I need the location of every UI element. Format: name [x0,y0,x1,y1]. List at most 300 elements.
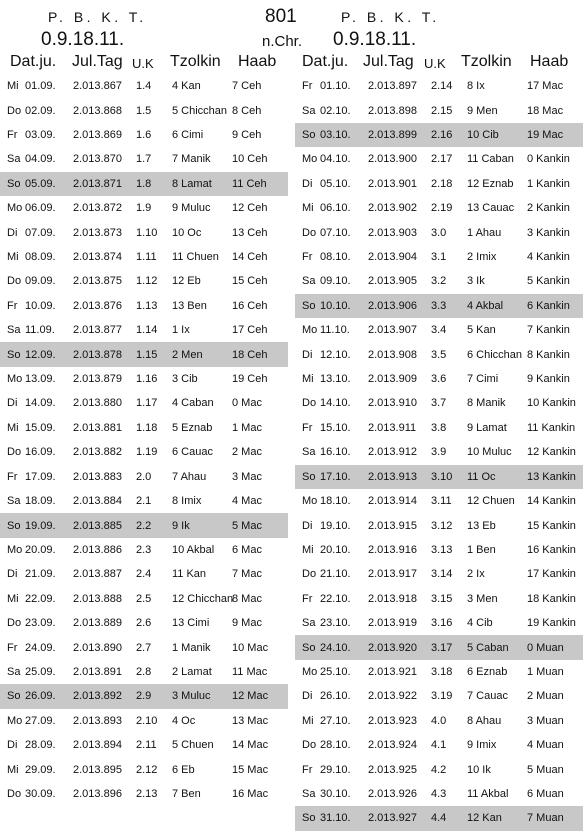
table-row [0,465,288,489]
table-row [295,342,583,366]
weekday-cell: Di [302,690,313,703]
haab-cell: 14 Kankin [527,495,576,508]
tzolkin-cell: 9 Ik [172,519,190,532]
date-cell: 08.10. [320,251,351,264]
table-row [0,147,288,171]
table-row [295,465,583,489]
uk-cell: 3.1 [431,251,447,264]
date-cell: 14.10. [320,397,351,410]
date-cell: 19.10. [320,519,351,532]
julian-day-cell: 2.013.887 [73,568,122,581]
table-row [295,294,583,318]
julian-day-cell: 2.013.898 [368,104,417,117]
weekday-cell: So [7,690,21,703]
tzolkin-cell: 4 Cib [467,617,493,630]
date-cell: 04.10. [320,153,351,166]
uk-cell: 3.8 [431,421,447,434]
tzolkin-cell: 13 Ben [172,299,207,312]
weekday-cell: Sa [302,275,316,288]
tzolkin-cell: 12 Chicchan [172,592,234,605]
haab-cell: 15 Kankin [527,519,576,532]
tzolkin-cell: 10 Cib [467,129,499,142]
uk-cell: 3.18 [431,665,453,678]
date-cell: 29.09. [25,763,56,776]
col-tzolkin-header: Tzolkin [461,53,512,70]
table-row [0,416,288,440]
left-pbkt-label: P. B. K. T. [48,9,147,25]
uk-cell: 1.5 [136,104,152,117]
haab-cell: 18 Mac [527,104,564,117]
uk-cell: 1.12 [136,275,158,288]
uk-cell: 2.11 [136,739,157,752]
weekday-cell: Mi [302,714,314,727]
weekday-cell: So [7,177,21,190]
uk-cell: 3.15 [431,592,453,605]
uk-cell: 1.9 [136,202,152,215]
tzolkin-cell: 9 Imix [467,739,497,752]
tzolkin-cell: 11 Akbal [467,787,509,800]
table-row [0,172,288,196]
date-cell: 09.09. [25,275,56,288]
weekday-cell: Mo [302,324,318,337]
weekday-cell: Fr [7,641,18,654]
date-cell: 17.10. [320,470,351,483]
weekday-cell: Fr [302,763,313,776]
table-row [0,98,288,122]
col-jd-header: Jul.Tag [72,53,123,70]
julian-day-cell: 2.013.920 [368,641,417,654]
table-row [295,172,583,196]
date-cell: 13.09. [25,373,56,386]
haab-cell: 7 Kankin [527,324,570,337]
julian-day-cell: 2.013.874 [73,251,122,264]
table-row [0,220,288,244]
haab-cell: 17 Ceh [232,324,268,337]
uk-cell: 3.17 [431,641,453,654]
uk-cell: 1.6 [136,129,152,142]
tzolkin-cell: 2 Ix [467,568,485,581]
table-row [295,74,583,98]
tzolkin-cell: 9 Men [467,104,498,117]
date-cell: 22.10. [320,592,351,605]
date-cell: 10.09. [25,299,56,312]
haab-cell: 10 Ceh [232,153,268,166]
tzolkin-cell: 11 Chuen [172,251,219,264]
right-pbkt-label: P. B. K. T. [341,9,440,25]
haab-cell: 9 Mac [232,617,262,630]
weekday-cell: Mo [302,153,318,166]
julian-day-cell: 2.013.926 [368,787,417,800]
tzolkin-cell: 7 Manik [172,153,211,166]
tzolkin-cell: 10 Akbal [172,543,215,556]
weekday-cell: Mo [7,202,23,215]
tzolkin-cell: 13 Cimi [172,617,210,630]
weekday-cell: Di [302,348,313,361]
uk-cell: 2.18 [431,177,453,190]
tzolkin-cell: 7 Cimi [467,373,499,386]
date-cell: 12.10. [320,348,351,361]
date-cell: 05.10. [320,177,351,190]
haab-cell: 16 Ceh [232,299,268,312]
uk-cell: 2.6 [136,617,152,630]
date-cell: 02.10. [320,104,351,117]
tzolkin-cell: 7 Cauac [467,690,508,703]
haab-cell: 12 Mac [232,690,269,703]
table-row [295,318,583,342]
haab-cell: 7 Muan [527,812,564,825]
julian-day-cell: 2.013.867 [73,80,122,93]
weekday-cell: Sa [7,665,21,678]
uk-cell: 1.19 [136,446,158,459]
tzolkin-cell: 11 Oc [467,470,496,483]
uk-cell: 1.16 [136,373,158,386]
julian-day-cell: 2.013.921 [368,665,417,678]
table-row [0,367,288,391]
haab-cell: 6 Muan [527,787,564,800]
table-row [295,660,583,684]
table-row [0,123,288,147]
col-date-header: Dat.ju. [302,53,349,70]
julian-day-cell: 2.013.908 [368,348,417,361]
era-label: n.Chr. [262,33,303,50]
table-row [0,269,288,293]
tzolkin-cell: 4 Kan [172,80,201,93]
date-cell: 11.09. [25,324,55,337]
julian-day-cell: 2.013.913 [368,470,417,483]
julian-day-cell: 2.013.876 [73,299,122,312]
haab-cell: 14 Ceh [232,251,268,264]
julian-day-cell: 2.013.895 [73,763,122,776]
tzolkin-cell: 8 Ahau [467,714,502,727]
julian-day-cell: 2.013.881 [73,421,122,434]
weekday-cell: Di [7,397,18,410]
uk-cell: 2.19 [431,202,453,215]
julian-day-cell: 2.013.918 [368,592,417,605]
haab-cell: 16 Mac [232,787,269,800]
haab-cell: 9 Ceh [232,129,262,142]
tzolkin-cell: 3 Men [467,592,498,605]
table-row [295,806,583,830]
date-cell: 24.10. [320,641,351,654]
uk-cell: 1.7 [136,153,152,166]
haab-cell: 3 Kankin [527,226,570,239]
tzolkin-cell: 5 Chicchan [172,104,228,117]
uk-cell: 1.4 [136,80,152,93]
julian-day-cell: 2.013.884 [73,495,122,508]
table-row [0,538,288,562]
date-cell: 27.09. [25,714,56,727]
date-cell: 10.10. [320,299,351,312]
haab-cell: 16 Kankin [527,543,576,556]
weekday-cell: Mo [7,543,23,556]
julian-day-cell: 2.013.924 [368,739,417,752]
haab-cell: 11 Kankin [527,421,576,434]
table-row [0,245,288,269]
julian-day-cell: 2.013.878 [73,348,122,361]
uk-cell: 2.15 [431,104,453,117]
weekday-cell: So [302,470,316,483]
julian-day-cell: 2.013.922 [368,690,417,703]
haab-cell: 8 Kankin [527,348,570,361]
haab-cell: 1 Muan [527,665,564,678]
uk-cell: 3.13 [431,543,453,556]
date-cell: 23.10. [320,617,351,630]
weekday-cell: Do [302,739,317,752]
julian-day-cell: 2.013.899 [368,129,417,142]
tzolkin-cell: 2 Men [172,348,203,361]
julian-day-cell: 2.013.880 [73,397,122,410]
date-cell: 05.09. [25,177,56,190]
date-cell: 29.10. [320,763,351,776]
weekday-cell: Fr [302,592,313,605]
table-row [0,733,288,757]
table-row [295,98,583,122]
uk-cell: 2.10 [136,714,158,727]
julian-day-cell: 2.013.875 [73,275,122,288]
uk-cell: 1.15 [136,348,158,361]
julian-day-cell: 2.013.916 [368,543,417,556]
haab-cell: 0 Muan [527,641,564,654]
julian-day-cell: 2.013.889 [73,617,122,630]
date-cell: 15.09. [25,421,56,434]
weekday-cell: Do [7,617,22,630]
haab-cell: 2 Kankin [527,202,570,215]
uk-cell: 3.4 [431,324,447,337]
tzolkin-cell: 5 Caban [467,641,509,654]
tzolkin-cell: 4 Akbal [467,299,504,312]
weekday-cell: Mi [7,763,19,776]
weekday-cell: Sa [7,324,21,337]
tzolkin-cell: 6 Chicchan [467,348,523,361]
uk-cell: 2.14 [431,80,453,93]
weekday-cell: Di [7,739,18,752]
table-row [0,391,288,415]
uk-cell: 3.12 [431,519,453,532]
date-cell: 14.09. [25,397,56,410]
tzolkin-cell: 8 Lamat [172,177,212,190]
table-row [0,342,288,366]
julian-day-cell: 2.013.901 [368,177,417,190]
date-cell: 25.09. [25,665,56,678]
julian-day-cell: 2.013.900 [368,153,417,166]
uk-cell: 1.13 [136,299,158,312]
table-row [295,635,583,659]
date-cell: 18.09. [25,495,56,508]
weekday-cell: Do [302,568,317,581]
tzolkin-cell: 8 Ix [467,80,485,93]
julian-day-cell: 2.013.873 [73,226,122,239]
uk-cell: 4.1 [431,739,447,752]
julian-day-cell: 2.013.923 [368,714,417,727]
weekday-cell: Mi [7,592,19,605]
september-table [0,74,288,806]
uk-cell: 3.0 [431,226,447,239]
julian-day-cell: 2.013.905 [368,275,417,288]
tzolkin-cell: 6 Eb [172,763,195,776]
date-cell: 24.09. [25,641,56,654]
date-cell: 21.09. [25,568,56,581]
uk-cell: 2.0 [136,470,152,483]
table-row [0,489,288,513]
weekday-cell: Mo [7,714,23,727]
table-row [0,562,288,586]
uk-cell: 1.18 [136,421,158,434]
date-cell: 13.10. [320,373,351,386]
haab-cell: 6 Mac [232,543,262,556]
uk-cell: 2.5 [136,592,152,605]
tzolkin-cell: 11 Caban [467,153,514,166]
julian-day-cell: 2.013.904 [368,251,417,264]
tzolkin-cell: 5 Kan [467,324,496,337]
haab-cell: 7 Ceh [232,80,262,93]
julian-day-cell: 2.013.888 [73,592,122,605]
date-cell: 21.10. [320,568,351,581]
tzolkin-cell: 4 Oc [172,714,196,727]
left-longcount: 0.9.18.11. [41,29,125,50]
weekday-cell: Mo [7,373,23,386]
weekday-cell: Fr [7,299,18,312]
julian-day-cell: 2.013.915 [368,519,417,532]
julian-day-cell: 2.013.927 [368,812,417,825]
haab-cell: 10 Kankin [527,397,576,410]
uk-cell: 3.16 [431,617,453,630]
uk-cell: 2.7 [136,641,152,654]
col-date-header: Dat.ju. [10,53,57,70]
weekday-cell: Fr [302,80,313,93]
tzolkin-cell: 3 Cib [172,373,198,386]
julian-day-cell: 2.013.919 [368,617,417,630]
haab-cell: 13 Mac [232,714,269,727]
haab-cell: 15 Ceh [232,275,268,288]
date-cell: 07.09. [25,226,56,239]
date-cell: 03.10. [320,129,351,142]
weekday-cell: Mo [302,665,318,678]
table-row [295,245,583,269]
weekday-cell: So [302,812,316,825]
date-cell: 16.09. [25,446,56,459]
tzolkin-cell: 5 Chuen [172,739,214,752]
weekday-cell: So [7,348,21,361]
table-row [295,147,583,171]
julian-day-cell: 2.013.871 [73,177,122,190]
date-cell: 22.09. [25,592,56,605]
weekday-cell: So [302,641,316,654]
uk-cell: 3.6 [431,373,447,386]
uk-cell: 1.10 [136,226,158,239]
weekday-cell: Sa [302,446,316,459]
table-row [295,733,583,757]
table-row [295,709,583,733]
date-cell: 20.10. [320,543,351,556]
date-cell: 01.10. [320,80,351,93]
uk-cell: 1.17 [136,397,158,410]
haab-cell: 0 Kankin [527,153,570,166]
table-row [0,611,288,635]
uk-cell: 3.10 [431,470,453,483]
table-row [295,513,583,537]
table-row [0,196,288,220]
tzolkin-cell: 11 Kan [172,568,207,581]
tzolkin-cell: 6 Cimi [172,129,204,142]
weekday-cell: Sa [7,495,21,508]
tzolkin-cell: 8 Manik [467,397,506,410]
date-cell: 28.09. [25,739,56,752]
weekday-cell: So [302,299,316,312]
tzolkin-cell: 9 Lamat [467,421,507,434]
julian-day-cell: 2.013.879 [73,373,122,386]
julian-day-cell: 2.013.877 [73,324,122,337]
uk-cell: 3.19 [431,690,453,703]
tzolkin-cell: 8 Imix [172,495,202,508]
uk-cell: 2.8 [136,665,152,678]
uk-cell: 3.3 [431,299,447,312]
julian-day-cell: 2.013.925 [368,763,417,776]
haab-cell: 4 Muan [527,739,564,752]
date-cell: 11.10. [320,324,350,337]
julian-day-cell: 2.013.886 [73,543,122,556]
tzolkin-cell: 10 Ik [467,763,491,776]
table-row [0,587,288,611]
julian-day-cell: 2.013.885 [73,519,122,532]
tzolkin-cell: 12 Eb [172,275,201,288]
weekday-cell: Sa [302,787,316,800]
tzolkin-cell: 10 Oc [172,226,202,239]
table-row [295,538,583,562]
date-cell: 23.09. [25,617,56,630]
haab-cell: 2 Mac [232,446,262,459]
weekday-cell: Di [7,568,18,581]
col-tzolkin-header: Tzolkin [170,53,221,70]
uk-cell: 1.8 [136,177,152,190]
date-cell: 25.10. [320,665,351,678]
julian-day-cell: 2.013.909 [368,373,417,386]
tzolkin-cell: 12 Eznab [467,177,514,190]
uk-cell: 4.0 [431,714,447,727]
date-cell: 06.10. [320,202,351,215]
weekday-cell: So [302,129,316,142]
haab-cell: 0 Mac [232,397,262,410]
weekday-cell: Mi [302,373,314,386]
table-row [295,587,583,611]
date-cell: 30.09. [25,787,56,800]
col-jd-header: Jul.Tag [363,53,414,70]
haab-cell: 1 Kankin [527,177,570,190]
table-row [295,196,583,220]
table-row [0,74,288,98]
date-cell: 09.10. [320,275,351,288]
table-row [0,709,288,733]
date-cell: 30.10. [320,787,351,800]
haab-cell: 4 Kankin [527,251,570,264]
haab-cell: 2 Muan [527,690,564,703]
tzolkin-cell: 1 Ix [172,324,190,337]
haab-cell: 5 Mac [232,519,262,532]
tzolkin-cell: 9 Muluc [172,202,211,215]
julian-day-cell: 2.013.883 [73,470,122,483]
uk-cell: 3.11 [431,495,452,508]
table-row [0,782,288,806]
haab-cell: 19 Mac [527,129,564,142]
haab-cell: 8 Ceh [232,104,262,117]
julian-day-cell: 2.013.893 [73,714,122,727]
julian-day-cell: 2.013.910 [368,397,417,410]
weekday-cell: Do [7,787,22,800]
table-row [0,635,288,659]
julian-day-cell: 2.013.894 [73,739,122,752]
table-row [0,660,288,684]
uk-cell: 2.2 [136,519,152,532]
uk-cell: 3.2 [431,275,447,288]
